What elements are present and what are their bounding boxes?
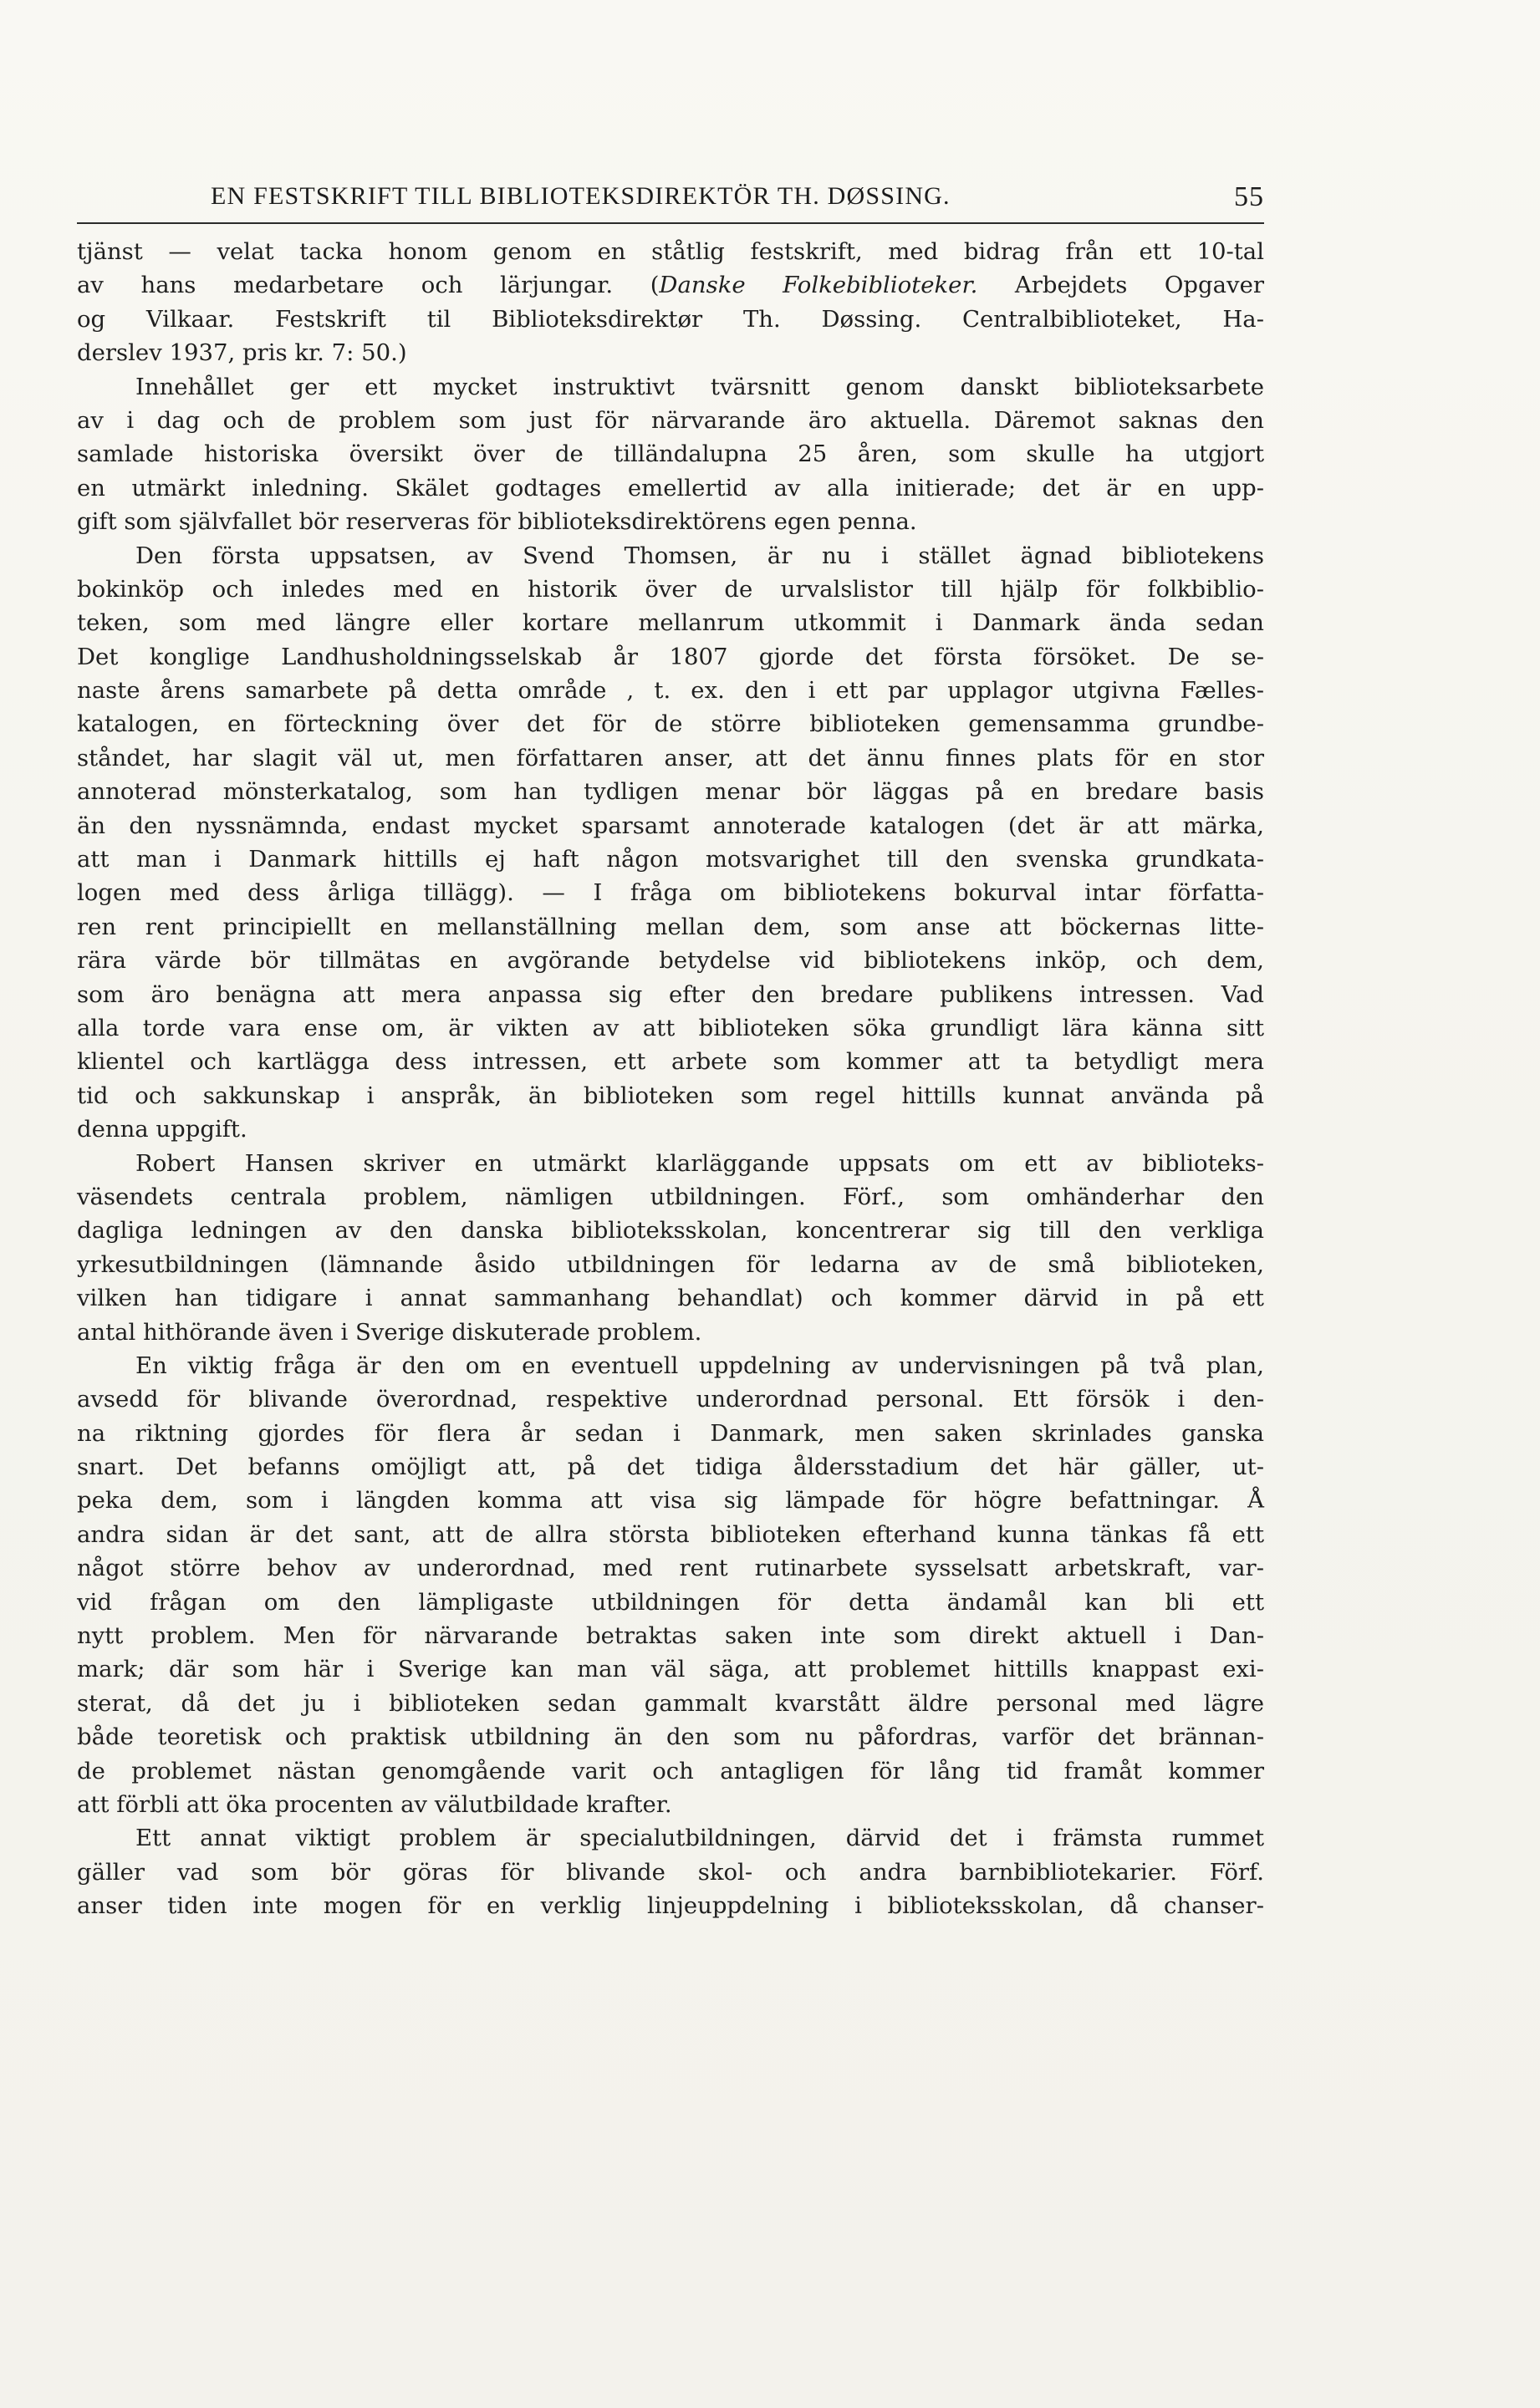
text-line: ståndet, har slagit väl ut, men författaren anser, att det ännu finnes plats för en stor (77, 744, 1264, 771)
text-line: derslev 1937, pris kr. 7: 50.) (77, 339, 407, 367)
text-line: denna uppgift. (77, 1116, 247, 1143)
text-line: klientel och kartlägga dess intressen, ett arbete som kommer att ta betydligt mera (77, 1048, 1264, 1076)
text-line: både teoretisk och praktisk utbildning än den som nu påfordras, varför det brännan- (77, 1723, 1264, 1751)
text-line: anser tiden inte mogen för en verklig linjeuppdelning i biblioteksskolan, då chanser- (77, 1892, 1264, 1920)
text-line: sterat, då det ju i biblioteken sedan gammalt kvarstått äldre personal med lägre (77, 1689, 1264, 1717)
paragraph-start: Robert Hansen skriver en utmärkt klarläggande uppsats om ett av biblioteks- (135, 1149, 1264, 1177)
text-line: yrkesutbildningen (lämnande åsido utbildningen för ledarna av de små biblioteken, (77, 1250, 1264, 1278)
text-line: vilken han tidigare i annat sammanhang behandlat) och kommer därvid in på ett (77, 1285, 1264, 1312)
text-line: alla torde vara ense om, är vikten av att biblioteken söka grundligt lära känna sitt (77, 1014, 1264, 1041)
text-line: logen med dess årliga tillägg). — I fråga om bibliotekens bokurval intar författa- (77, 879, 1264, 907)
citation-title: Danske Folkebiblioteker. (659, 272, 978, 299)
text-line: de problemet nästan genomgående varit och antagligen för lång tid framåt kommer (77, 1757, 1264, 1784)
text-line: att man i Danmark hittills ej haft någon motsvarighet till den svenska grundkata- (77, 846, 1264, 873)
text-line: gift som självfallet bör reserveras för biblioteksdirektörens egen penna. (77, 508, 917, 536)
text-line: som äro benägna att mera anpassa sig efter den bredare publikens intressen. Vad (77, 980, 1264, 1008)
text-line: väsendets centrala problem, nämligen utbildningen. Förf., som omhänderhar den (77, 1183, 1264, 1210)
text-line: antal hithörande även i Sverige diskuterade problem. (77, 1318, 702, 1346)
text-line: tid och sakkunskap i anspråk, än biblioteken som regel hittills kunnat använda på (77, 1082, 1264, 1109)
text-line: naste årens samarbete på detta område , t. ex. den i ett par upplagor utgivna Fælles- (77, 677, 1264, 705)
text-line: katalogen, en förteckning över det för de större biblioteken gemensamma grundbe- (77, 710, 1264, 738)
text-line: annoterad mönsterkatalog, som han tydligen menar bör läggas på en bredare basis (77, 778, 1264, 806)
text-line: Det konglige Landhusholdningsselskab år 1807 gjorde det första försöket. De se- (77, 643, 1264, 670)
running-title: EN FESTSKRIFT TILL BIBLIOTEKSDIREKTÖR TH. DØSSING. (211, 182, 951, 210)
text-line: att förbli att öka procenten av välutbildade krafter. (77, 1790, 672, 1818)
text-line: og Vilkaar. Festskrift til Biblioteksdirektør Th. Døssing. Centralbiblioteket, Ha- (77, 305, 1264, 333)
text-line: tjänst — velat tacka honom genom en ståtlig festskrift, med bidrag från ett 10-tal (77, 238, 1264, 265)
text-line: rära värde bör tillmätas en avgörande betydelse vid bibliotekens inköp, och dem, (77, 947, 1264, 975)
paragraph-start: Innehållet ger ett mycket instruktivt tvärsnitt genom danskt biblioteksarbete (135, 373, 1264, 400)
text-line: peka dem, som i längden komma att visa sig lämpade för högre befattningar. Å (77, 1487, 1264, 1515)
text-line: mark; där som här i Sverige kan man väl säga, att problemet hittills knappast exi- (77, 1656, 1264, 1683)
text-line: bokinköp och inledes med en historik över de urvalslistor till hjälp för folkbiblio- (77, 575, 1264, 603)
text-line: av i dag och de problem som just för närvarande äro aktuella. Däremot saknas den (77, 406, 1264, 434)
text-line-citation: av hans medarbetare och lärjungar. (Danske Folkebiblioteker. Arbejdets Opgaver (77, 272, 1264, 299)
page-header (77, 182, 1264, 224)
text-line: något större behov av underordnad, med rent rutinarbete sysselsatt arbetskraft, var- (77, 1555, 1264, 1582)
page-number: 55 (1234, 181, 1264, 212)
paragraph-start: Den första uppsatsen, av Svend Thomsen, är nu i stället ägnad bibliotekens (135, 542, 1264, 569)
text-line: snart. Det befanns omöjligt att, på det tidiga åldersstadium det här gäller, ut- (77, 1453, 1264, 1481)
text-line: vid frågan om den lämpligaste utbildningen för detta ändamål kan bli ett (77, 1588, 1264, 1616)
text-line: andra sidan är det sant, att de allra största biblioteken efterhand kunna tänkas få ett (77, 1520, 1264, 1548)
body-text (77, 235, 1264, 1923)
paragraph-start: En viktig fråga är den om en eventuell uppdelning av undervisningen på två plan, (135, 1352, 1264, 1379)
text-line: nytt problem. Men för närvarande betraktas saken inte som direkt aktuell i Dan- (77, 1622, 1264, 1650)
text-line: dagliga ledningen av den danska biblioteksskolan, koncentrerar sig till den verkliga (77, 1217, 1264, 1245)
text-line: gäller vad som bör göras för blivande skol- och andra barnbibliotekarier. Förf. (77, 1858, 1264, 1886)
text-line: ren rent principiellt en mellanställning mellan dem, som anse att böckernas litte- (77, 913, 1264, 940)
paragraph-start: Ett annat viktigt problem är specialutbildningen, därvid det i främsta rummet (135, 1825, 1264, 1852)
text-line: en utmärkt inledning. Skälet godtages emellertid av alla initierade; det är en upp- (77, 474, 1264, 501)
text-line: teken, som med längre eller kortare mellanrum utkommit i Danmark ända sedan (77, 609, 1264, 637)
text-line: na riktning gjordes för flera år sedan i Danmark, men saken skrinlades ganska (77, 1419, 1264, 1447)
text-line: samlade historiska översikt över de tilländalupna 25 åren, som skulle ha utgjort (77, 440, 1264, 468)
text-line: avsedd för blivande överordnad, respektive underordnad personal. Ett försök i den- (77, 1386, 1264, 1413)
text-line: än den nyssnämnda, endast mycket sparsamt annoterade katalogen (det är att märka, (77, 812, 1264, 839)
